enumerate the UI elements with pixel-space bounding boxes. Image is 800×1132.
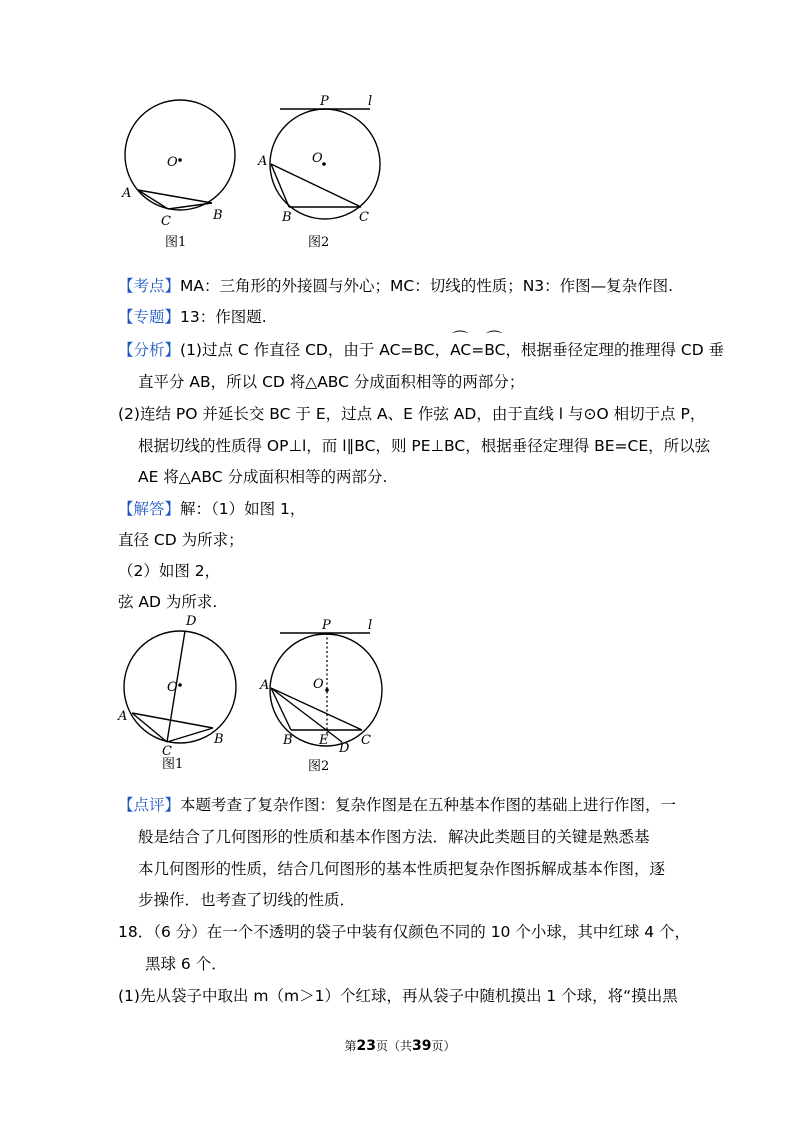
top-fig2-label-B: B — [282, 210, 292, 225]
bottom-fig2-label-P: P — [322, 618, 331, 633]
footer-total-pages: 39 — [412, 1038, 432, 1054]
bottom-fig1-label-A: A — [118, 709, 128, 724]
fenxi-line-2: 直平分 AB，所以 CD 将△ABC 分成面积相等的两部分； — [138, 373, 525, 391]
kaodian-text: MA：三角形的外接圆与外心；MC：切线的性质；N3：作图—复杂作图. — [180, 277, 674, 295]
bottom-fig2-label-D: D — [339, 741, 350, 756]
bottom-fig1-caption: 图1 — [162, 757, 184, 772]
bottom-fig2-label-E: E — [319, 733, 329, 748]
kaodian-line — [118, 276, 673, 296]
dianping-line-1 — [118, 795, 676, 815]
top-fig2-label-C: C — [359, 210, 369, 225]
jieda-line-4: 弦 AD 为所求. — [118, 593, 218, 611]
bottom-fig1-label-C: C — [162, 744, 172, 759]
fenxi-line-5: AE 将△ABC 分成面积相等的两部分. — [138, 468, 388, 486]
top-fig1-label-A: A — [122, 186, 132, 201]
jieda-text-1: 解：（1）如图 1， — [180, 500, 306, 518]
bottom-fig2 — [259, 618, 382, 774]
top-fig2 — [257, 94, 380, 250]
footer-prefix: 第 — [344, 1039, 357, 1053]
bottom-fig2-label-A: A — [260, 678, 270, 693]
jieda-line-3: （2）如图 2， — [118, 562, 221, 580]
arc-bc: ⌒ BC — [484, 340, 505, 360]
jieda-line-1 — [118, 499, 305, 519]
bottom-fig1-label-B: B — [214, 732, 224, 747]
fenxi-text-1b: ，根据垂径定理的推理得 CD 垂 — [505, 341, 725, 359]
bottom-fig2-label-B: B — [283, 733, 293, 748]
top-fig1-label-C: C — [161, 214, 171, 229]
top-fig1-label-O: O — [167, 155, 178, 170]
footer-page-number: 23 — [356, 1038, 376, 1054]
dianping-tag: 【点评】 — [118, 796, 181, 814]
dianping-line-4: 步操作．也考查了切线的性质． — [138, 891, 356, 909]
arc-ac: ⌒ AC — [450, 340, 471, 360]
zhuanti-text: 13：作图题. — [180, 308, 267, 326]
top-figures — [110, 90, 410, 255]
fenxi-tag: 【分析】 — [118, 341, 181, 359]
dianping-line-3: 本几何图形的性质，结合几何图形的基本性质把复杂作图拆解成基本作图，逐 — [138, 860, 666, 878]
zhuanti-tag: 【专题】 — [118, 308, 181, 326]
q18-line-2: 黑球 6 个． — [145, 955, 227, 973]
fenxi-line-3: (2)连结 PO 并延长交 BC 于 E，过点 A、E 作弦 AD，由于直线 l 与⊙O 相切于点 P， — [118, 405, 706, 423]
top-fig1-caption: 图1 — [165, 235, 187, 250]
bottom-figures — [110, 612, 410, 777]
top-fig1-label-B: B — [213, 208, 223, 223]
zhuanti-line — [118, 307, 267, 327]
top-fig2-label-l: l — [368, 94, 373, 109]
top-fig2-label-A: A — [258, 154, 268, 169]
top-fig1 — [121, 100, 235, 250]
top-fig2-label-O: O — [312, 151, 323, 166]
bottom-fig2-label-C: C — [361, 733, 371, 748]
bottom-fig2-caption: 图2 — [308, 759, 330, 774]
arc-equals: = — [471, 341, 485, 359]
jieda-tag: 【解答】 — [118, 500, 181, 518]
bottom-fig1-label-D: D — [186, 614, 197, 629]
bottom-fig1 — [117, 614, 236, 772]
dianping-text-1: 本题考查了复杂作图：复杂作图是在五种基本作图的基础上进行作图，一 — [180, 796, 677, 814]
fenxi-line-4: 根据切线的性质得 OP⊥l，而 l∥BC，则 PE⊥BC，根据垂径定理得 BE=CE，所以弦 — [138, 437, 711, 455]
bottom-fig2-label-l: l — [368, 618, 373, 633]
footer-mid: 页（共 — [375, 1039, 412, 1053]
bottom-fig2-label-O: O — [313, 677, 324, 692]
jieda-line-2: 直径 CD 为所求； — [118, 531, 244, 549]
q18-line-3: (1)先从袋子中取出 m（m＞1）个红球，再从袋子中随机摸出 1 个球，将“摸出黑 — [118, 987, 678, 1005]
fenxi-text-1a: (1)过点 C 作直径 CD，由于 AC=BC， — [180, 341, 451, 359]
top-fig2-caption: 图2 — [308, 235, 330, 250]
top-fig2-label-P: P — [320, 94, 329, 109]
bottom-fig1-label-O: O — [167, 680, 178, 695]
kaodian-tag: 【考点】 — [118, 277, 181, 295]
q18-line-1: 18．（6 分）在一个不透明的袋子中装有仅颜色不同的 10 个小球，其中红球 4 个， — [118, 923, 691, 941]
page-footer — [0, 1038, 800, 1054]
dianping-line-2: 般是结合了几何图形的性质和基本作图方法．解决此类题目的关键是熟悉基 — [138, 828, 650, 846]
footer-suffix: 页） — [431, 1039, 456, 1053]
fenxi-line-1 — [118, 340, 724, 360]
